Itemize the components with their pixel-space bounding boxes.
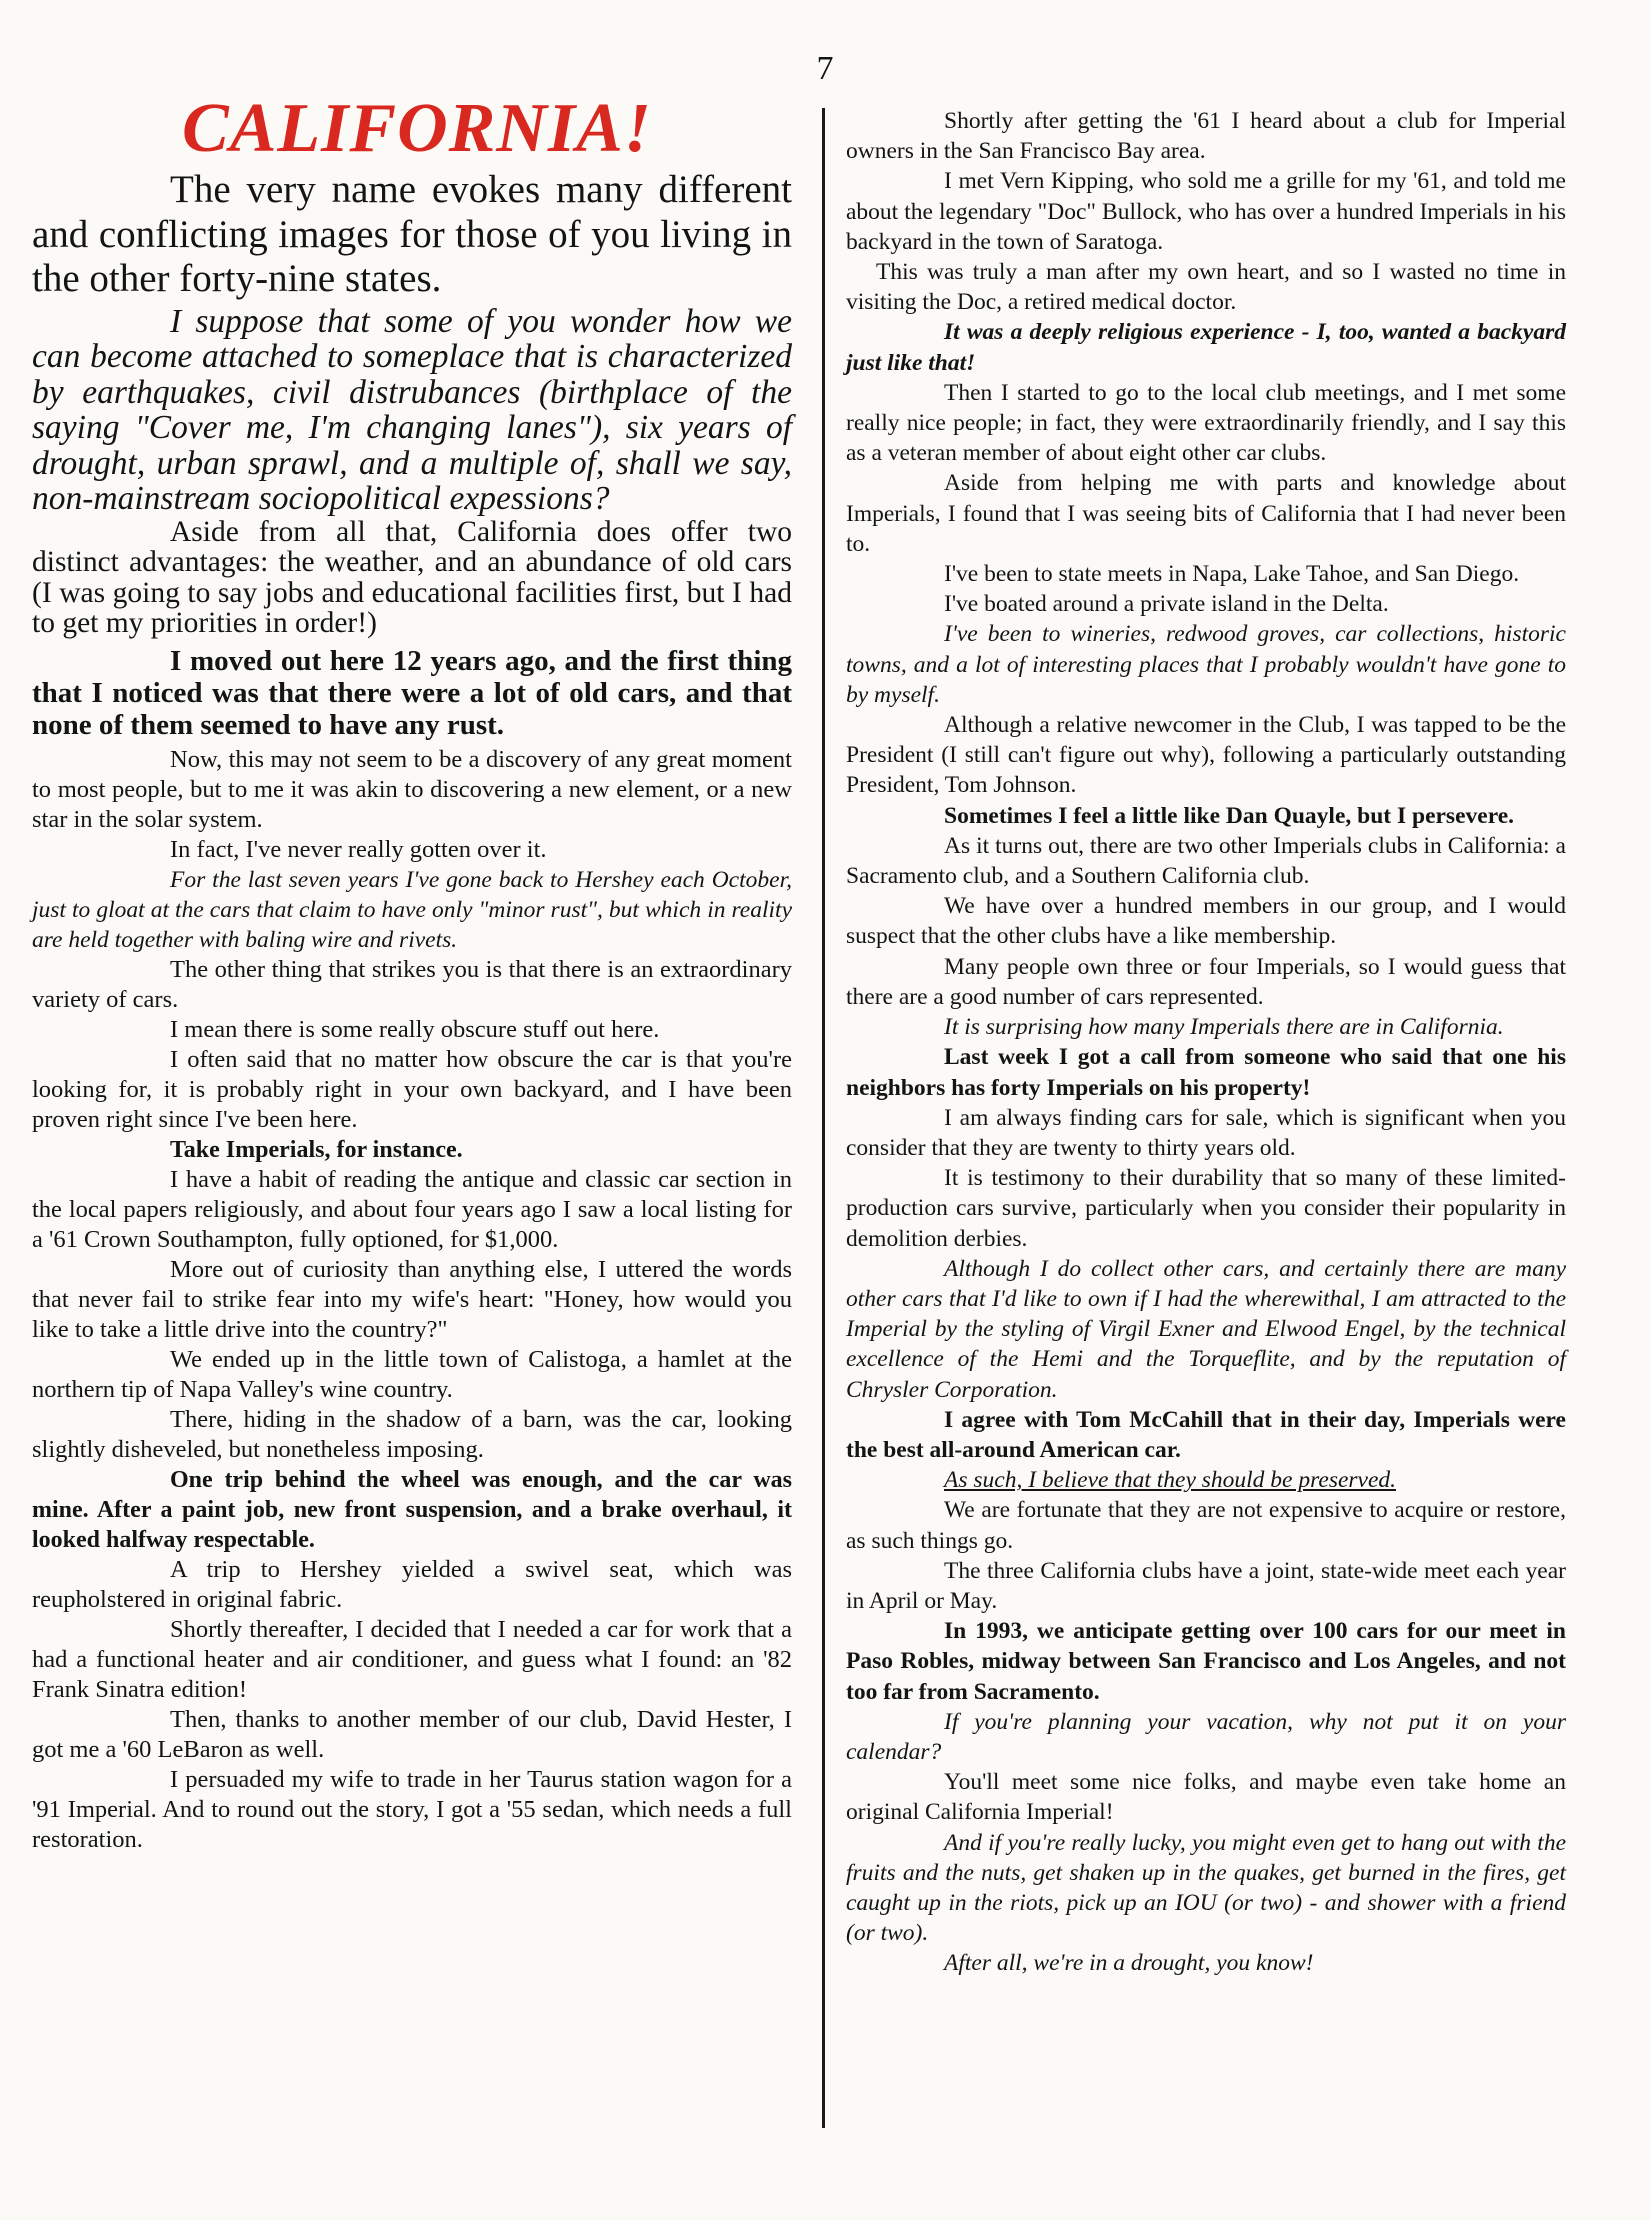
article-right-column — [846, 106, 1566, 1979]
paragraph: Sometimes I feel a little like Dan Quayle, but I persevere. — [944, 802, 1515, 829]
paragraph: Although a relative newcomer in the Club, I was tapped to be the President (I still can't figure out why), following a particularly outstanding President, Tom Johnson. — [846, 712, 1566, 799]
paragraph: Then, thanks to another member of our club, David Hester, I got me a '60 LeBaron as well. — [32, 1705, 792, 1763]
paragraph: If you're planning your vacation, why not put it on your calendar? — [846, 1708, 1566, 1765]
paragraph: I've boated around a private island in the Delta. — [944, 591, 1389, 618]
paragraph: Many people own three or four Imperials, so I would guess that there are a good number of cars represented. — [846, 953, 1566, 1010]
page-number: 7 — [816, 50, 834, 87]
paragraph: It is testimony to their durability that so many of these limited-production cars survive, particularly when you consider their popularity in demolition derbies. — [846, 1165, 1566, 1252]
paragraph: I agree with Tom McCahill that in their day, Imperials were the best all-around American car. — [846, 1406, 1566, 1463]
paragraph: Aside from helping me with parts and knowledge about Imperials, I found that I was seeing bits of California that I had never been to. — [846, 470, 1566, 557]
paragraph: Although I do collect other cars, and certainly there are many other cars that I'd like to own if I had the wherewithal, I am attracted to the Imperial by the styling of Virgil Exner and Elwood Engel, by the technical excellence of the Hemi and the Torqueflite, and by the reputation of Chrysler Corporation. — [846, 1255, 1566, 1403]
paragraph: And if you're really lucky, you might even get to hang out with the fruits and the nuts, get shaken up in the quakes, get burned in the fires, get caught up in the riots, pick up an IOU (or two) - and shower with a friend (or two). — [846, 1829, 1566, 1947]
paragraph: Aside from all that, California does offer two distinct advantages: the weather, and an abundance of old cars (I was going to say jobs and educational facilities first, but I had to get my priorities in order!) — [32, 515, 792, 639]
paragraph: I moved out here 12 years ago, and the first thing that I noticed was that there were a lot of old cars, and that none of them seemed to have any rust. — [32, 644, 792, 741]
paragraph: As it turns out, there are two other Imperials clubs in California: a Sacramento club, and a Southern California club. — [846, 832, 1566, 890]
paragraph: We have over a hundred members in our group, and I would suspect that the other clubs have a like membership. — [846, 893, 1566, 950]
paragraph: For the last seven years I've gone back to Hershey each October, just to gloat at the cars that claim to have only "minor rust", but which in reality are held together with baling wire and rivets. — [32, 866, 792, 953]
paragraph: We are fortunate that they are not expensive to acquire or restore, as such things go. — [846, 1497, 1566, 1554]
paragraph: In fact, I've never really gotten over it. — [170, 835, 547, 863]
paragraph: This was truly a man after my own heart, and so I wasted no time in visiting the Doc, a retired medical doctor. — [846, 259, 1566, 316]
article-left-column — [32, 90, 792, 1855]
paragraph: You'll meet some nice folks, and maybe even take home an original California Imperial! — [846, 1769, 1566, 1826]
paragraph: I met Vern Kipping, who sold me a grille for my '61, and told me about the legendary "Doc" Bullock, who has over a hundred Imperials in his backyard in the town of Saratoga. — [846, 168, 1566, 255]
paragraph: It was a deeply religious experience - I, too, wanted a backyard just like that! — [846, 319, 1566, 376]
paragraph: I've been to state meets in Napa, Lake Tahoe, and San Diego. — [944, 561, 1520, 588]
paragraph: I persuaded my wife to trade in her Taurus station wagon for a '91 Imperial. And to round out the story, I got a '55 sedan, which needs a full restoration. — [32, 1765, 792, 1853]
paragraph: Take Imperials, for instance. — [170, 1136, 463, 1163]
paragraph: It is surprising how many Imperials there are in California. — [944, 1014, 1504, 1041]
paragraph: Shortly after getting the '61 I heard about a club for Imperial owners in the San Francisco Bay area. — [846, 108, 1566, 165]
paragraph: The other thing that strikes you is that there is an extraordinary variety of cars. — [32, 955, 792, 1013]
paragraph: I have a habit of reading the antique and classic car section in the local papers religiously, and about four years ago I saw a local listing for a '61 Crown Southampton, fully optioned, for $1,000. — [32, 1165, 792, 1253]
paragraph: I am always finding cars for sale, which is significant when you consider that they are twenty to thirty years old. — [846, 1104, 1566, 1161]
paragraph: I often said that no matter how obscure the car is that you're looking for, it is probably right in your own backyard, and I have been proven right since I've been here. — [32, 1045, 792, 1133]
paragraph: Now, this may not seem to be a discovery of any great moment to most people, but to me it was akin to discovering a new element, or a new star in the solar system. — [32, 745, 792, 833]
paragraph: Last week I got a call from someone who said that one his neighbors has forty Imperials on his property! — [846, 1044, 1566, 1101]
paragraph: I suppose that some of you wonder how we can become attached to someplace that is characterized by earthquakes, civil distrubances (birthplace of the saying "Cover me, I'm changing lanes"), six years of drought, urban sprawl, and a multiple of, shall we say, non-mainstream sociopolitical expessions? — [32, 302, 792, 517]
paragraph: A trip to Hershey yielded a swivel seat, which was reupholstered in original fabric. — [32, 1555, 792, 1613]
paragraph: Shortly thereafter, I decided that I needed a car for work that a had a functional heater and air conditioner, and guess what I found: an '82 Frank Sinatra edition! — [32, 1615, 792, 1703]
paragraph: We ended up in the little town of Calistoga, a hamlet at the northern tip of Napa Valley's wine country. — [32, 1345, 792, 1403]
paragraph: After all, we're in a drought, you know! — [944, 1950, 1314, 1977]
paragraph: Then I started to go to the local club meetings, and I met some really nice people; in fact, they were extraordinarily friendly, and I say this as a veteran member of about eight other car clubs. — [846, 379, 1566, 467]
column-divider — [822, 108, 825, 2128]
paragraph: The three California clubs have a joint, state-wide meet each year in April or May. — [846, 1557, 1566, 1614]
paragraph: There, hiding in the shadow of a barn, was the car, looking slightly disheveled, but nonetheless imposing. — [32, 1405, 792, 1463]
paragraph: I mean there is some really obscure stuff out here. — [170, 1015, 660, 1043]
paragraph: In 1993, we anticipate getting over 100 cars for our meet in Paso Robles, midway between San Francisco and Los Angeles, and not too far from Sacramento. — [846, 1618, 1566, 1705]
paragraph: As such, I believe that they should be preserved. — [944, 1467, 1397, 1494]
paragraph: More out of curiosity than anything else, I uttered the words that never fail to strike fear into my wife's heart: "Honey, how would you like to take a little drive into the country?" — [32, 1255, 792, 1343]
paragraph: The very name evokes many different and conflicting images for those of you living in the other forty-nine states. — [32, 168, 792, 300]
paragraph: I've been to wineries, redwood groves, car collections, historic towns, and a lot of interesting places that I probably wouldn't have gone to by myself. — [846, 621, 1566, 708]
article-title: CALIFORNIA! — [182, 90, 653, 167]
paragraph: One trip behind the wheel was enough, and the car was mine. After a paint job, new front suspension, and a brake overhaul, it looked halfway respectable. — [32, 1466, 792, 1553]
